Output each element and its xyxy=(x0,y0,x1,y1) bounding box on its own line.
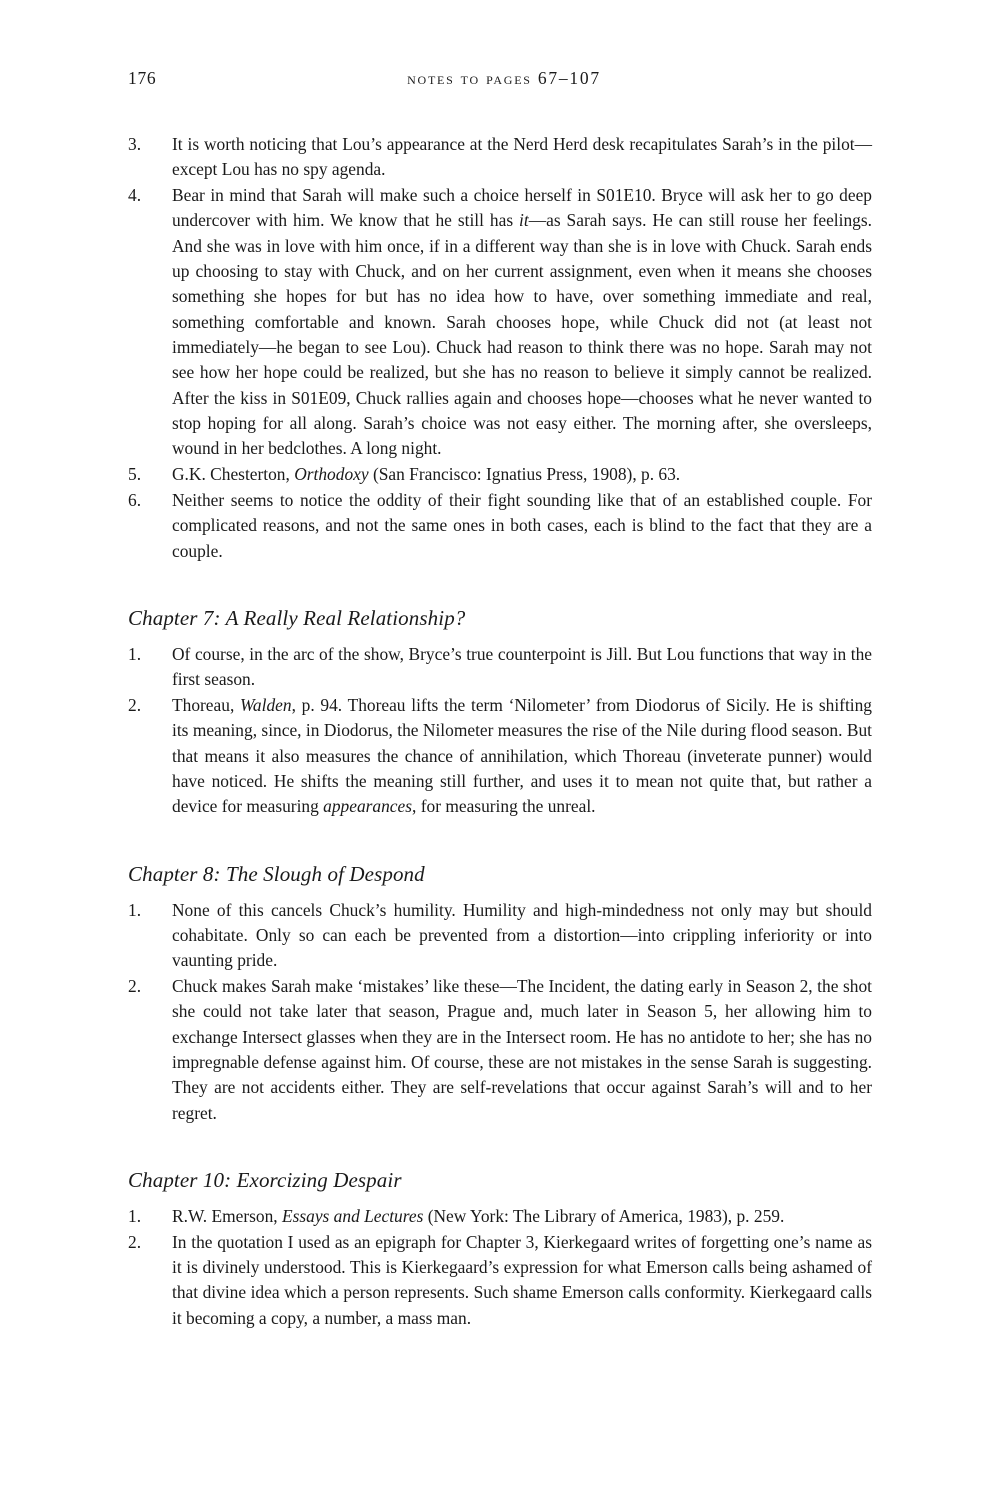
notes-list-chapter-10 xyxy=(128,1204,872,1331)
note-text: In the quotation I used as an epigraph for Chapter 3, Kierkegaard writes of forgetting one’s name as it is divinely understood. This is Kierkegaard’s expression for what Emerson calls being ashamed of that divine idea which a person represents. Such shame Emerson calls conformity. Kierkegaard calls it becoming a copy, a number, a mass man. xyxy=(172,1231,872,1328)
note-number: 5. xyxy=(128,464,142,485)
notes-list-chapter-8 xyxy=(128,898,872,1126)
note-text: Of course, in the arc of the show, Bryce’s true counterpoint is Jill. But Lou functions that way in the first season. xyxy=(172,643,872,690)
note-text: Bear in mind that Sarah will make such a choice herself in S01E10. Bryce will ask her to go deep undercover with him. We know that he still has it—as Sarah says. He can still rouse her feelings. And she was in love with him once, if in a different way than she is in love with Chuck. Sarah ends up choosing to stay with Chuck, and on her current assignment, even when it means she chooses something she hopes for but has no idea how to have, over something immediate and real, something comfortable and known. Sarah chooses hope, while Chuck did not (at least not immediately—he began to see Lou). Chuck had reason to think there was no hope. Sarah may not see how her hope could be realized, but she has no reason to believe it simply cannot be realized. After the kiss in S01E09, Chuck rallies again and chooses hope—chooses what he never wanted to stop hoping for all along. Sarah’s choice was not easy either. The morning after, she oversleeps, wound in her bedclothes. A long night. xyxy=(172,185,872,459)
note-number: 4. xyxy=(128,185,142,206)
note-text: None of this cancels Chuck’s humility. Humility and high-mindedness not only may but should cohabitate. Only so can each be prevented from a distortion—into crippling inferiority or into vaunting pride. xyxy=(172,899,872,971)
cited-title: Essays and Lectures xyxy=(281,1205,424,1226)
note-text: R.W. Emerson, Essays and Lectures (New York: The Library of America, 1983), p. 259. xyxy=(172,1205,785,1226)
note-number: 2. xyxy=(128,694,142,715)
note-item xyxy=(128,898,872,974)
note-item xyxy=(128,642,872,693)
chapter-heading-10: Chapter 10: Exorcizing Despair xyxy=(128,1167,402,1192)
chapter-heading-7: Chapter 7: A Really Real Relationship? xyxy=(128,605,466,630)
note-item xyxy=(128,974,872,1126)
note-number: 1. xyxy=(128,643,142,664)
note-number: 2. xyxy=(128,975,142,996)
note-text: Neither seems to notice the oddity of their fight sounding like that of an established couple. For complicated reasons, and not the same ones in both cases, each is blind to the fact that they are a couple. xyxy=(172,489,872,561)
note-number: 1. xyxy=(128,1205,142,1226)
running-head-title: notes to pages 67–107 xyxy=(407,68,601,88)
note-number: 3. xyxy=(128,134,142,154)
note-item xyxy=(128,1204,872,1229)
note-text: G.K. Chesterton, Orthodoxy (San Francisco: Ignatius Press, 1908), p. 63. xyxy=(172,464,681,485)
running-head xyxy=(128,68,872,94)
note-item xyxy=(128,488,872,564)
emphasis-it: it xyxy=(519,210,529,231)
note-item xyxy=(128,693,872,820)
notes-list-continued xyxy=(128,132,872,564)
note-item xyxy=(128,132,872,183)
note-text: It is worth noticing that Lou’s appearance at the Nerd Herd desk recapitulates Sarah’s in the pilot—except Lou has no spy agenda. xyxy=(172,134,872,180)
emphasis-appearances: appearances xyxy=(323,796,413,817)
note-item xyxy=(128,183,872,461)
note-text: Thoreau, Walden, p. 94. Thoreau lifts the term ‘Nilometer’ from Diodorus of Sicily. He is shifting its meaning, since, in Diodorus, the Nilometer measures the rise of the Nile during flood season. But that means it also measures the chance of annihilation, which Thoreau (inveterate punner) would have noticed. He shifts the meaning still further, and uses it to mean not quite that, but rather a device for measuring appearances, for measuring the unreal. xyxy=(172,694,872,817)
note-item xyxy=(128,462,872,487)
cited-title: Walden xyxy=(240,694,292,715)
note-number: 1. xyxy=(128,899,142,920)
chapter-heading-8: Chapter 8: The Slough of Despond xyxy=(128,861,425,886)
note-number: 6. xyxy=(128,489,142,510)
note-text: Chuck makes Sarah make ‘mistakes’ like these—The Incident, the dating early in Season 2, the shot she could not take later that season, Prague and, much later in Season 5, her allowing him to exchange Intersect glasses when they are in the Intersect room. He has no antidote to her; she has no impregnable defense against him. Of course, these are not mistakes in the sense Sarah is suggesting. They are not accidents either. They are self-revelations that occur against Sarah’s will and to her regret. xyxy=(172,975,872,1123)
page-number: 176 xyxy=(128,68,157,88)
cited-title: Orthodoxy xyxy=(294,464,369,485)
notes-list-chapter-7 xyxy=(128,642,872,820)
note-number: 2. xyxy=(128,1231,142,1252)
note-item xyxy=(128,1230,872,1331)
